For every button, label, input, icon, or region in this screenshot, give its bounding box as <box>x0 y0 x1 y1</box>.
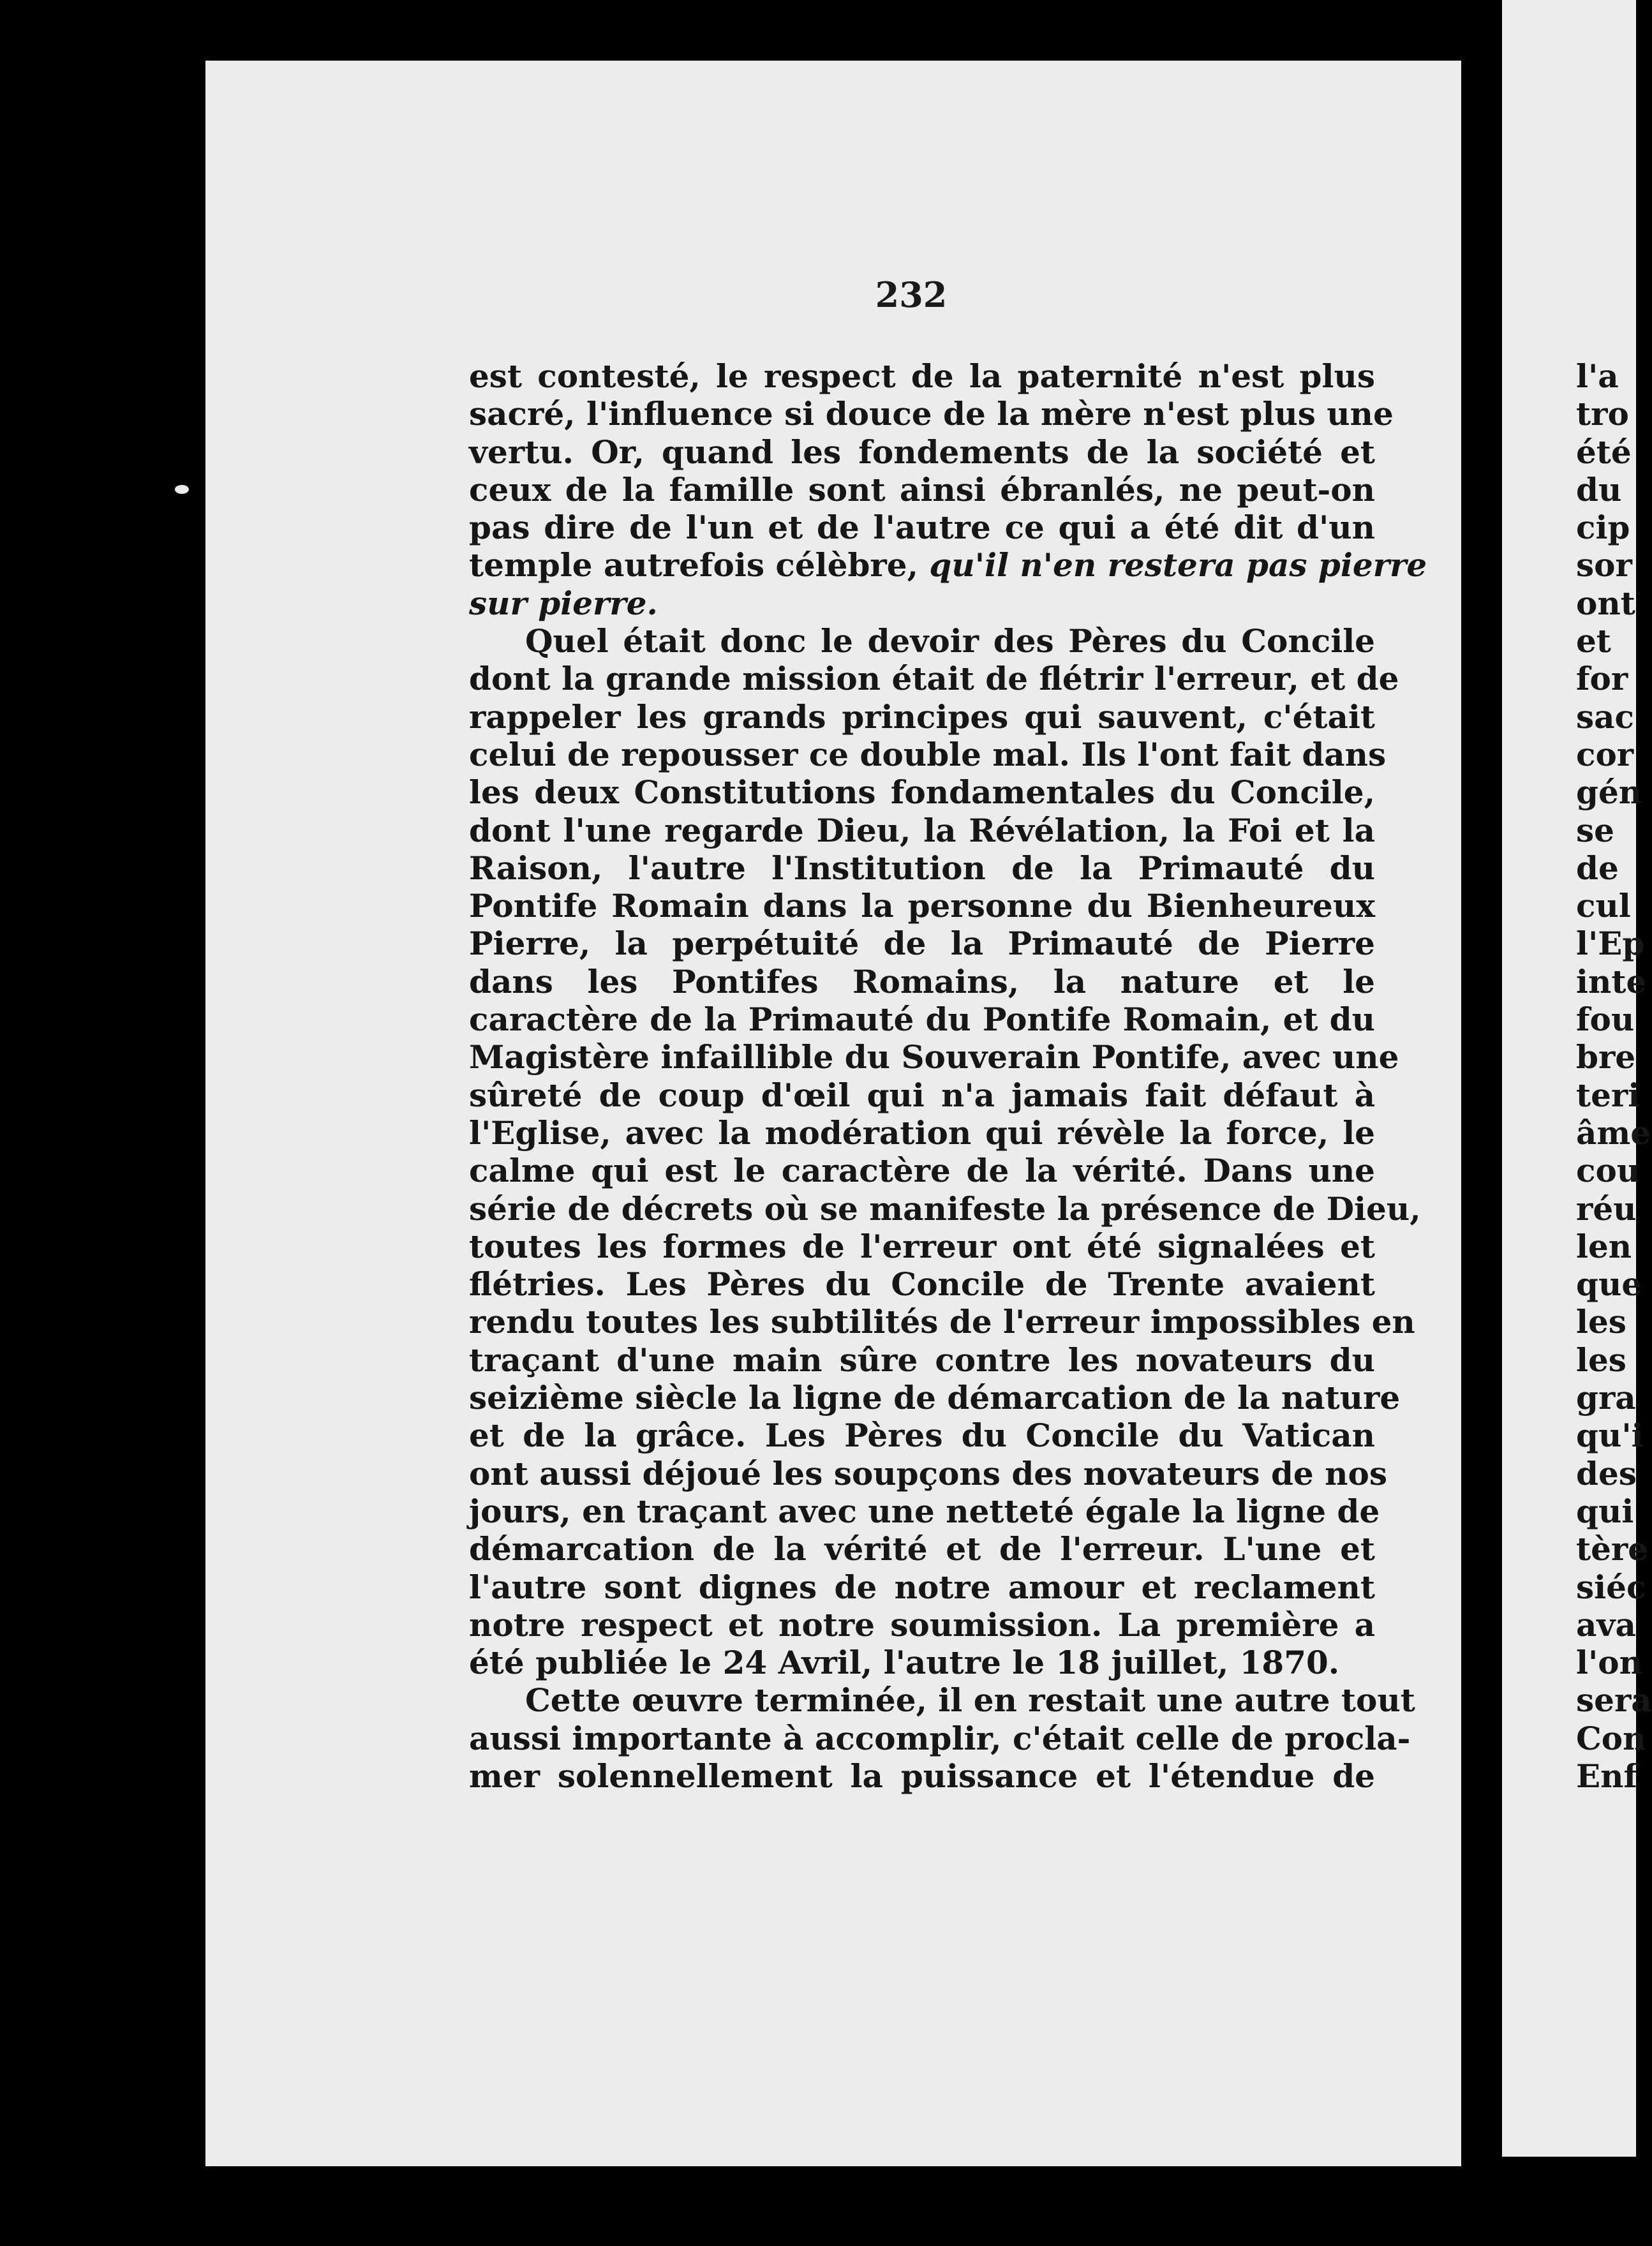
line-text: sûreté de coup d'œil qui n'a jamais fait défaut à <box>469 1076 1375 1114</box>
margin-speck <box>1551 1516 1557 1522</box>
fragment-line: sor <box>1576 546 1632 584</box>
fragment-line: se <box>1576 811 1614 849</box>
text-line <box>469 1644 1375 1681</box>
text-line <box>469 1038 1399 1076</box>
text-line <box>469 1379 1401 1417</box>
text-line <box>469 1341 1375 1379</box>
text-line <box>469 584 1375 622</box>
line-text: Quel était donc le devoir des Pères du Concile <box>525 622 1375 660</box>
line-text: est contesté, le respect de la paternité n'est plus <box>469 357 1375 395</box>
line-text: l'Eglise, avec la modération qui révèle la force, le <box>469 1113 1375 1152</box>
line-text: ont aussi déjoué les soupçons des novateurs de nos <box>469 1454 1387 1492</box>
text-line <box>469 1265 1375 1303</box>
fragment-line: len <box>1576 1227 1632 1265</box>
margin-speck <box>175 485 189 494</box>
line-text: aussi importante à accomplir, c'était celle de procla- <box>469 1719 1411 1757</box>
fragment-line: gra <box>1576 1379 1636 1417</box>
fragment-line: bre <box>1576 1038 1636 1076</box>
fragment-line: les <box>1576 1303 1626 1341</box>
fragment-line: l'Ep <box>1576 925 1645 963</box>
fragment-line: siéc <box>1576 1568 1646 1606</box>
line-text: dans les Pontifes Romains, la nature et le <box>469 962 1375 1000</box>
fragment-line: l'on <box>1576 1644 1643 1682</box>
fragment-line: sera <box>1576 1681 1652 1720</box>
line-text: ceux de la famille sont ainsi ébranlés, ne peut-on <box>469 470 1375 509</box>
text-line <box>469 963 1375 1000</box>
line-text: démarcation de la vérité et de l'erreur. L'une et <box>469 1530 1375 1568</box>
fragment-line: qui <box>1576 1492 1634 1530</box>
text-line <box>469 509 1375 546</box>
fragment-line: fou <box>1576 1000 1635 1039</box>
fragment-line: et <box>1576 622 1611 660</box>
line-text: celui de repousser ce double mal. Ils l'ont fait dans <box>469 735 1387 773</box>
fragment-line: sac <box>1576 697 1634 736</box>
line-text: et de la grâce. Les Pères du Concile du Vatican <box>469 1417 1375 1455</box>
line-text: calme qui est le caractère de la vérité. Dans une <box>469 1152 1375 1190</box>
adjacent-page-text <box>1576 357 1652 1795</box>
fragment-line: que <box>1576 1265 1642 1304</box>
line-text: rappeler les grands principes qui sauvent, c'était <box>469 697 1375 736</box>
line-text: flétries. Les Pères du Concile de Trente avaient <box>469 1265 1375 1304</box>
text-line <box>469 1719 1411 1757</box>
text-line <box>469 1454 1387 1492</box>
fragment-line: ava <box>1576 1605 1636 1644</box>
text-line <box>469 433 1375 471</box>
text-line <box>469 849 1375 887</box>
italic-quote: qu'il n'en restera pas pierre <box>929 546 1427 584</box>
fragment-line: des <box>1576 1454 1637 1492</box>
fragment-line: for <box>1576 660 1628 698</box>
fragment-line: cip <box>1576 509 1630 547</box>
line-text: rendu toutes les subtilités de l'erreur impossibles en <box>469 1303 1415 1341</box>
text-column <box>469 357 1427 1795</box>
text-line <box>469 773 1375 811</box>
line-text: série de décrets où se manifeste la présence de Dieu, <box>469 1189 1421 1228</box>
italic-quote: sur pierre. <box>469 584 658 622</box>
text-line <box>469 1189 1421 1228</box>
text-line <box>469 698 1375 736</box>
text-line <box>469 1152 1375 1189</box>
line-text: temple autrefois célèbre, <box>469 546 918 584</box>
fragment-line: teri <box>1576 1076 1641 1114</box>
fragment-line: les <box>1576 1341 1626 1379</box>
text-line <box>469 395 1394 433</box>
fragment-line: Enf <box>1576 1757 1637 1795</box>
line-text: dont la grande mission était de flétrir l'erreur, et de <box>469 660 1399 698</box>
text-line <box>469 1417 1375 1454</box>
line-text: été publiée le 24 Avril, l'autre le 18 juillet, 1870. <box>469 1644 1340 1682</box>
fragment-line: l'a <box>1576 357 1619 395</box>
fragment-line: de <box>1576 849 1619 887</box>
page-number: 232 <box>875 274 948 315</box>
text-line <box>469 735 1387 773</box>
text-line <box>469 1000 1375 1038</box>
text-line <box>469 1606 1375 1644</box>
text-line <box>469 1681 1415 1720</box>
text-line <box>469 357 1375 395</box>
fragment-line: gén <box>1576 773 1642 812</box>
fragment-line: cul <box>1576 887 1631 925</box>
line-text: sacré, l'influence si douce de la mère n'est plus une <box>469 395 1394 433</box>
text-line <box>469 471 1375 509</box>
text-line <box>469 1568 1375 1606</box>
text-line <box>469 1228 1375 1265</box>
text-line <box>469 1757 1375 1795</box>
text-line <box>469 1114 1375 1152</box>
fragment-line: été <box>1576 433 1632 471</box>
line-text: jours, en traçant avec une netteté égale la ligne de <box>469 1492 1380 1530</box>
fragment-line: cor <box>1576 735 1634 773</box>
line-text: traçant d'une main sûre contre les novateurs du <box>469 1341 1375 1379</box>
fragment-line: tère <box>1576 1530 1649 1568</box>
line-text: notre respect et notre soumission. La première a <box>469 1605 1375 1644</box>
line-text: toutes les formes de l'erreur ont été signalées et <box>469 1227 1375 1265</box>
line-text: seizième siècle la ligne de démarcation de la nature <box>469 1379 1401 1417</box>
line-text: l'autre sont dignes de notre amour et reclament <box>469 1568 1375 1606</box>
line-text: Raison, l'autre l'Institution de la Primauté du <box>469 849 1375 887</box>
line-text: les deux Constitutions fondamentales du Concile, <box>469 773 1375 812</box>
line-text: Cette œuvre terminée, il en restait une autre tout <box>525 1681 1415 1720</box>
text-line <box>469 925 1375 962</box>
line-text: caractère de la Primauté du Pontife Romain, et du <box>469 1000 1375 1039</box>
line-text: Magistère infaillible du Souverain Pontife, avec une <box>469 1038 1399 1076</box>
text-line <box>469 1530 1375 1568</box>
line-text: vertu. Or, quand les fondements de la société et <box>469 433 1375 471</box>
text-line <box>469 1303 1415 1341</box>
text-line <box>469 1076 1375 1114</box>
line-text: pas dire de l'un et de l'autre ce qui a été dit d'un <box>469 509 1375 547</box>
fragment-line: âme <box>1576 1113 1651 1152</box>
fragment-line: tro <box>1576 395 1629 433</box>
fragment-line: cou <box>1576 1152 1641 1190</box>
fragment-line: qu'i <box>1576 1417 1644 1455</box>
line-text: dont l'une regarde Dieu, la Révélation, la Foi et la <box>469 811 1375 849</box>
text-line <box>469 660 1399 698</box>
text-line <box>469 812 1375 849</box>
line-text: Pierre, la perpétuité de la Primauté de Pierre <box>469 925 1375 963</box>
line-text: mer solennellement la puissance et l'étendue de <box>469 1757 1375 1795</box>
fragment-line: ont <box>1576 584 1635 622</box>
fragment-line: du <box>1576 470 1622 509</box>
text-line <box>469 546 1427 584</box>
text-line <box>469 622 1375 660</box>
fragment-line: Con <box>1576 1719 1646 1757</box>
text-line <box>469 1492 1380 1530</box>
line-text: Pontife Romain dans la personne du Bienheureux <box>469 887 1375 925</box>
fragment-line: réu <box>1576 1189 1637 1228</box>
text-line <box>469 887 1375 925</box>
fragment-line: inte <box>1576 962 1647 1000</box>
